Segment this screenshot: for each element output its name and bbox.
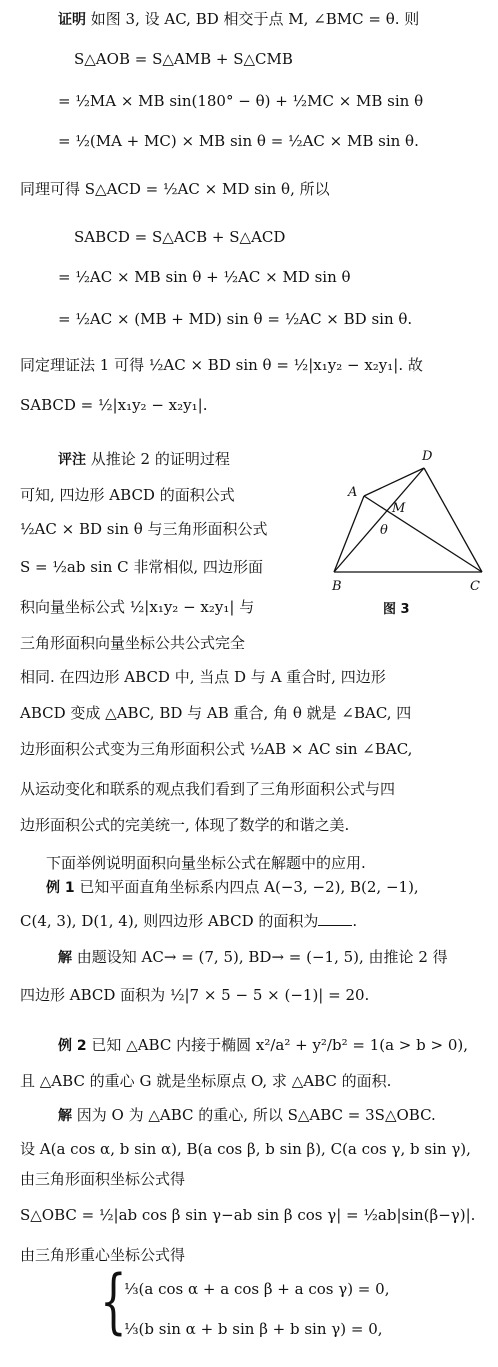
proof-intro-line — [58, 8, 419, 31]
edge-ad — [364, 468, 424, 496]
remark-line-3: ½AC × BD sin θ 与三角形面积公式 — [20, 520, 268, 538]
proof-intro: 如图 3, 设 AC, BD 相交于点 M, ∠BMC = θ. 则 — [90, 10, 420, 28]
similar-result: 同理可得 S△ACD = ½AC × MD sin θ, 所以 — [20, 180, 330, 198]
remark-line-8: ABCD 变成 △ABC, BD 与 AB 重合, 角 θ 就是 ∠BAC, 四 — [20, 704, 412, 722]
remark-line-6: 三角形面积向量坐标公共公式完全 — [20, 634, 246, 652]
equation-6: = ½AC × (MB + MD) sin θ = ½AC × BD sin θ. — [58, 310, 413, 328]
example-1-period: . — [352, 912, 358, 930]
solution-1-line-2: 四边形 ABCD 面积为 ½|7 × 5 − 5 × (−1)| = 20. — [20, 986, 370, 1004]
remark-line-12: 下面举例说明面积向量坐标公式在解题中的应用. — [46, 854, 366, 872]
solution-2-line-1 — [58, 1104, 436, 1127]
solution-1-text-1: 由题设知 AC→ = (7, 5), BD→ = (−1, 5), 由推论 2 得 — [76, 948, 448, 966]
remark-line-5: 积向量坐标公式 ½|x₁y₂ − x₂y₁| 与 — [20, 598, 255, 616]
equation-2: = ½MA × MB sin(180° − θ) + ½MC × MB sin θ — [58, 92, 424, 110]
example-1-line-2 — [20, 910, 357, 932]
example-1-line-1 — [46, 876, 419, 899]
example-2-label: 例 2 — [58, 1038, 87, 1054]
remark-line-2: 可知, 四边形 ABCD 的面积公式 — [20, 486, 235, 504]
solution-2-line-5: 由三角形重心坐标公式得 — [20, 1246, 186, 1264]
diagonal-bd — [334, 468, 424, 572]
answer-blank — [318, 911, 352, 926]
edge-dc — [424, 468, 482, 572]
label-a: A — [348, 485, 358, 500]
example-2-line-1 — [58, 1034, 468, 1057]
label-theta: θ — [380, 523, 388, 538]
remark-line-4: S = ½ab sin C 非常相似, 四边形面 — [20, 558, 263, 576]
example-1-text-1: 已知平面直角坐标系内四点 A(−3, −2), B(2, −1), — [79, 878, 419, 896]
system-brace: { — [100, 1260, 127, 1342]
system-equation-1: ⅓(a cos α + a cos β + a cos γ) = 0, — [124, 1280, 390, 1298]
remark-line-10: 从运动变化和联系的观点我们看到了三角形面积公式与四 — [20, 780, 396, 798]
equation-5: = ½AC × MB sin θ + ½AC × MD sin θ — [58, 268, 351, 286]
label-c: C — [470, 579, 480, 594]
remark-line-7: 相同. 在四边形 ABCD 中, 当点 D 与 A 重合时, 四边形 — [20, 668, 386, 686]
label-b: B — [332, 579, 342, 594]
figure-caption: 图 3 — [383, 602, 410, 617]
solution-1-label: 解 — [58, 950, 72, 966]
example-1-label: 例 1 — [46, 880, 75, 896]
remark-line-11: 边形面积公式的完美统一, 体现了数学的和谐之美. — [20, 816, 350, 834]
conclusion-2: SABCD = ½|x₁y₂ − x₂y₁|. — [20, 396, 208, 414]
equation-4: SABCD = S△ACB + S△ACD — [74, 228, 286, 246]
remark-text-1: 从推论 2 的证明过程 — [90, 450, 230, 468]
example-1-text-2: C(4, 3), D(1, 4), 则四边形 ABCD 的面积为 — [20, 912, 319, 930]
solution-1-line-1 — [58, 946, 448, 969]
equation-1: S△AOB = S△AMB + S△CMB — [74, 50, 293, 68]
system-equation-2: ⅓(b sin α + b sin β + b sin γ) = 0, — [124, 1320, 383, 1338]
solution-2-label: 解 — [58, 1108, 72, 1124]
label-m: M — [392, 501, 406, 516]
solution-2-line-3: 由三角形面积坐标公式得 — [20, 1170, 186, 1188]
proof-label: 证明 — [58, 12, 86, 28]
solution-2-text-1: 因为 O 为 △ABC 的重心, 所以 S△ABC = 3S△OBC. — [76, 1106, 436, 1124]
remark-line-9: 边形面积公式变为三角形面积公式 ½AB × AC sin ∠BAC, — [20, 740, 413, 758]
edge-ab — [334, 496, 364, 572]
example-2-line-2: 且 △ABC 的重心 G 就是坐标原点 O, 求 △ABC 的面积. — [20, 1072, 392, 1090]
remark-line-1 — [58, 448, 230, 471]
label-d: D — [422, 449, 433, 464]
solution-2-line-2: 设 A(a cos α, b sin α), B(a cos β, b sin β), C(a cos γ, b sin γ), — [20, 1140, 471, 1158]
example-2-text-1: 已知 △ABC 内接于椭圆 x²/a² + y²/b² = 1(a > b > 0), — [91, 1036, 469, 1054]
solution-2-line-4: S△OBC = ½|ab cos β sin γ−ab sin β cos γ| = ½ab|sin(β−γ)|. — [20, 1206, 476, 1224]
conclusion-1: 同定理证法 1 可得 ½AC × BD sin θ = ½|x₁y₂ − x₂y₁|. 故 — [20, 356, 423, 374]
equation-3: = ½(MA + MC) × MB sin θ = ½AC × MB sin θ. — [58, 132, 419, 150]
remark-label: 评注 — [58, 452, 86, 468]
